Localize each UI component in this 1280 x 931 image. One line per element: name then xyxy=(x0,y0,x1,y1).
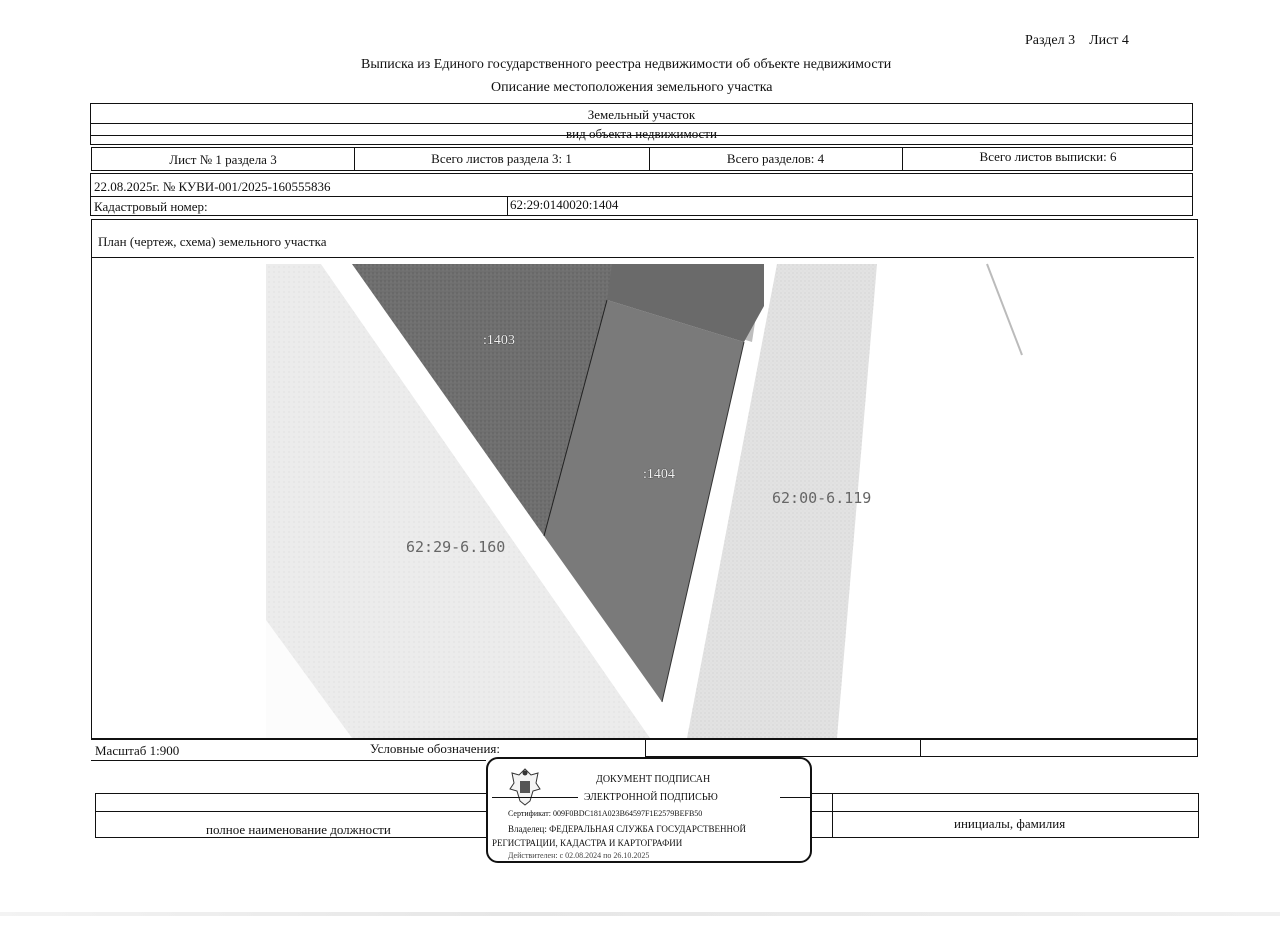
stamp-owner-line-2: РЕГИСТРАЦИИ, КАДАСТРА И КАРТОГРАФИИ xyxy=(492,838,683,848)
scale-legend-row xyxy=(91,738,1198,757)
electronic-signature-stamp xyxy=(486,757,812,863)
scale-label: Масштаб 1:900 xyxy=(95,743,180,758)
object-type: Земельный участок xyxy=(587,107,696,122)
sheets-in-section: Всего листов раздела 3: 1 xyxy=(431,151,572,166)
cadastral-number-value: 62:29:0140020:1404 xyxy=(510,197,619,212)
extract-date-number: 22.08.2025г. № КУВИ-001/2025-160555836 xyxy=(94,179,331,194)
stamp-line-1: ДОКУМЕНТ ПОДПИСАН xyxy=(596,774,711,785)
object-type-box xyxy=(90,103,1193,145)
zone-right-label: 62:00-6.119 xyxy=(772,489,872,507)
zone-left-label: 62:29-6.160 xyxy=(406,538,506,556)
object-type-caption: вид объекта недвижимости xyxy=(566,126,717,141)
record-box xyxy=(90,173,1193,216)
stamp-line-2: ЭЛЕКТРОННОЙ ПОДПИСЬЮ xyxy=(584,792,718,803)
sections-total: Всего разделов: 4 xyxy=(726,151,825,166)
plan-frame xyxy=(91,219,1198,740)
name-caption: инициалы, фамилия xyxy=(954,816,1066,831)
parcel-1403-label: :1403 xyxy=(483,333,515,348)
cadastral-number-label: Кадастровый номер: xyxy=(94,199,208,214)
emblem-icon xyxy=(508,765,542,809)
stamp-certificate: Сертификат: 009F0BDC181A023B64597F1E2579BEFB50 xyxy=(508,809,703,818)
parcel-1404-label: :1404 xyxy=(643,467,675,482)
document-subtitle: Описание местоположения земельного участка xyxy=(491,80,773,95)
sheet-number: Лист № 1 раздела 3 xyxy=(169,152,277,167)
sheets-total: Всего листов выписки: 6 xyxy=(979,149,1117,164)
position-caption: полное наименование должности xyxy=(206,822,391,837)
scan-edge xyxy=(0,912,1280,916)
boundary-line xyxy=(987,264,1022,355)
section-sheet-label: Раздел 3 Лист 4 xyxy=(1025,33,1129,48)
plan-heading: План (чертеж, схема) земельного участка xyxy=(98,234,327,249)
sheet-info-row xyxy=(91,147,1193,171)
document-title: Выписка из Единого государственного реестра недвижимости об объекте недвижимости xyxy=(361,57,892,72)
stamp-validity: Действителен: с 02.08.2024 по 26.10.2025 xyxy=(508,851,650,860)
stamp-owner-line-1: Владелец: ФЕДЕРАЛЬНАЯ СЛУЖБА ГОСУДАРСТВЕННОЙ xyxy=(508,824,747,834)
legend-label: Условные обозначения: xyxy=(370,741,501,756)
